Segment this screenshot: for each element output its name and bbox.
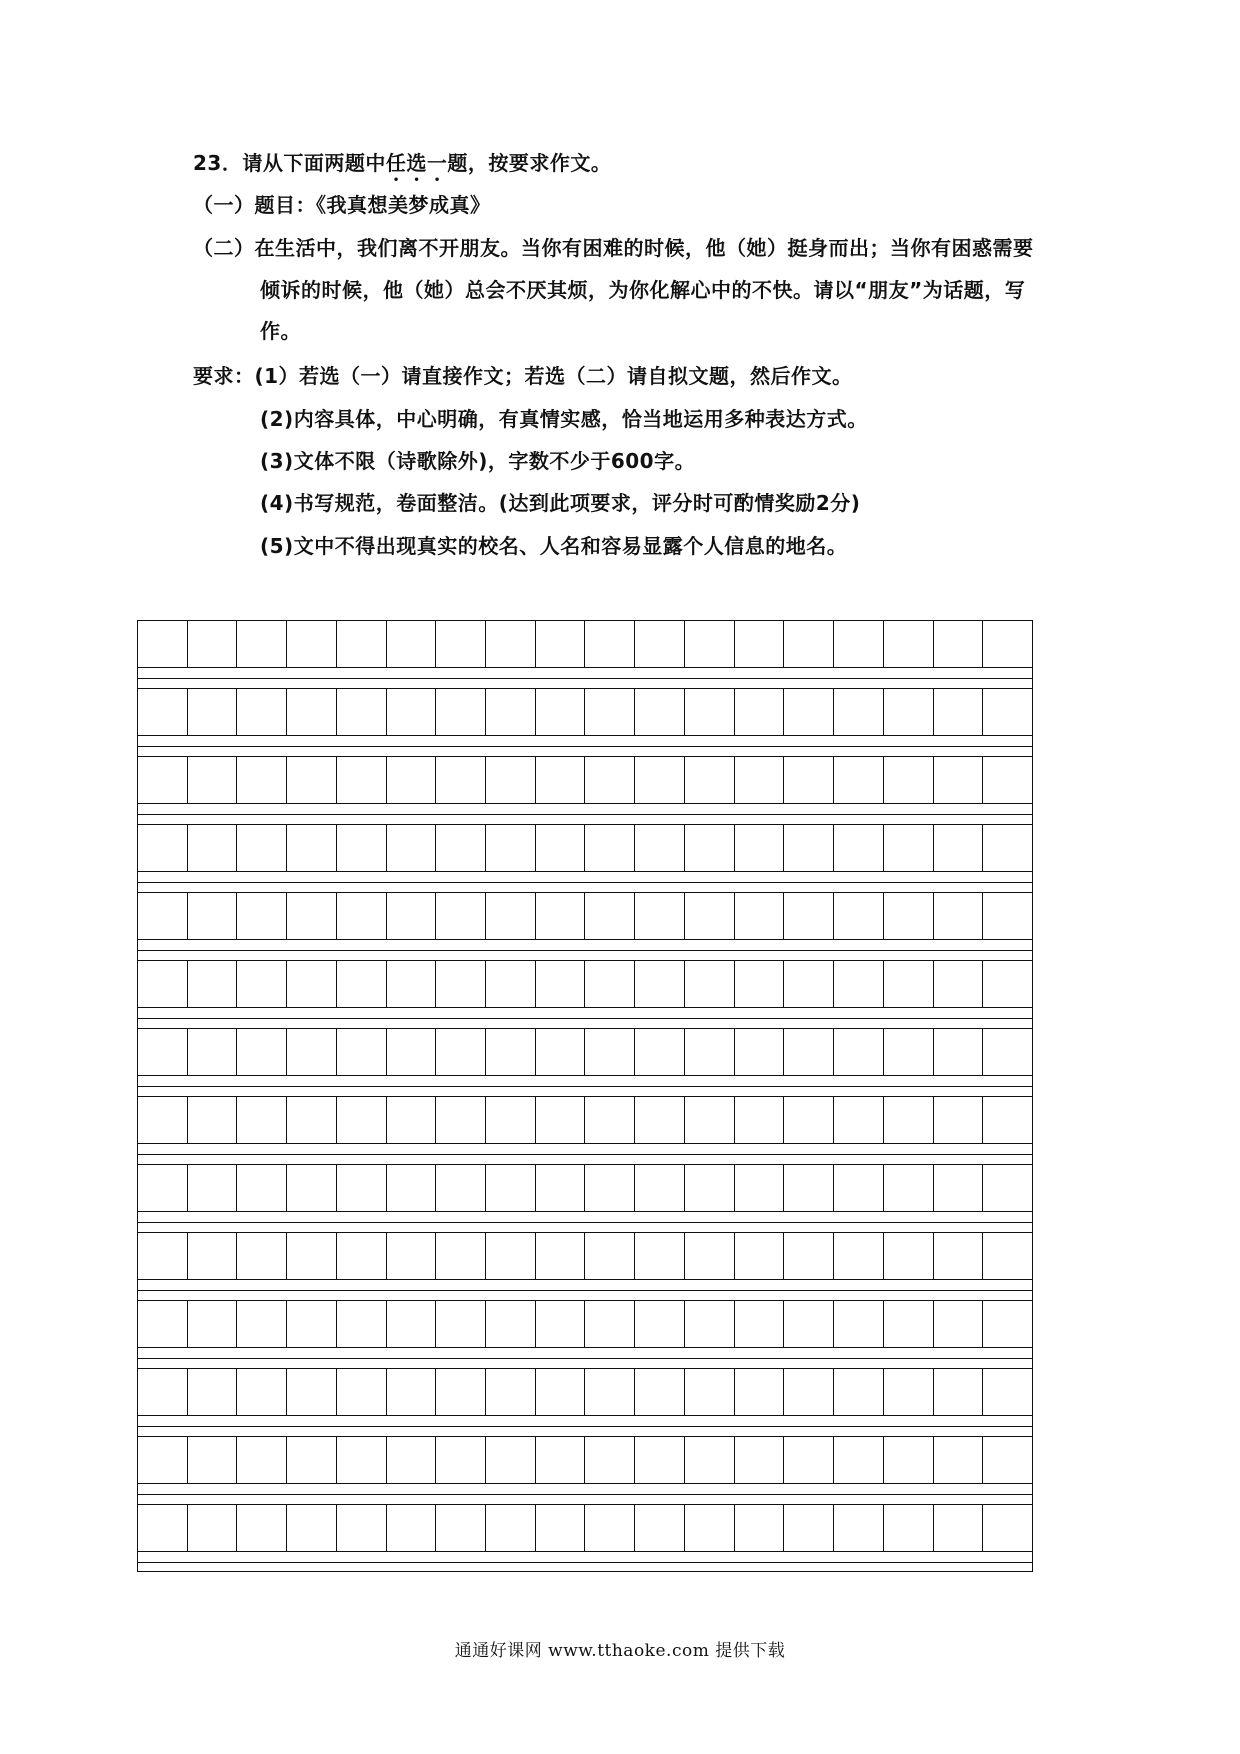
grid-cell xyxy=(735,621,785,667)
grid-cell xyxy=(934,961,984,1007)
grid-row-spacer xyxy=(137,668,1033,688)
grid-cell xyxy=(585,689,635,735)
grid-cell xyxy=(834,1301,884,1347)
grid-row xyxy=(137,1436,1033,1484)
grid-cell xyxy=(188,621,238,667)
grid-cell xyxy=(436,1165,486,1211)
grid-cell xyxy=(834,1029,884,1075)
grid-cell xyxy=(536,1301,586,1347)
grid-cell xyxy=(884,1369,934,1415)
grid-cell xyxy=(237,1029,287,1075)
grid-cell xyxy=(387,757,437,803)
grid-cell xyxy=(237,961,287,1007)
grid-row xyxy=(137,1232,1033,1280)
grid-cell xyxy=(387,1029,437,1075)
grid-cell xyxy=(635,1029,685,1075)
grid-cell xyxy=(287,1301,337,1347)
grid-cell xyxy=(585,1301,635,1347)
grid-cell xyxy=(436,1301,486,1347)
grid-cell xyxy=(387,961,437,1007)
grid-cell xyxy=(685,825,735,871)
grid-cell xyxy=(237,1233,287,1279)
grid-cell xyxy=(486,1301,536,1347)
grid-cell xyxy=(287,757,337,803)
grid-cell xyxy=(934,757,984,803)
grid-cell xyxy=(486,757,536,803)
grid-cell xyxy=(486,825,536,871)
grid-cell xyxy=(287,1233,337,1279)
grid-cell xyxy=(337,621,387,667)
grid-cell xyxy=(436,961,486,1007)
grid-cell xyxy=(685,1233,735,1279)
grid-cell xyxy=(934,1097,984,1143)
grid-cell xyxy=(934,893,984,939)
question-heading xyxy=(193,148,611,186)
grid-cell xyxy=(387,1233,437,1279)
grid-cell xyxy=(237,1369,287,1415)
grid-cell xyxy=(735,1301,785,1347)
grid-cell xyxy=(784,825,834,871)
grid-row-spacer xyxy=(137,1484,1033,1504)
grid-cell xyxy=(585,757,635,803)
grid-row xyxy=(137,1368,1033,1416)
grid-cell xyxy=(188,1301,238,1347)
grid-cell xyxy=(287,1097,337,1143)
grid-cell xyxy=(237,1505,287,1551)
question-heading-part3: 题，按要求作文。 xyxy=(447,151,612,175)
grid-row-spacer xyxy=(137,940,1033,960)
grid-cell xyxy=(685,1165,735,1211)
grid-cell xyxy=(834,1505,884,1551)
grid-cell xyxy=(436,1097,486,1143)
grid-cell xyxy=(237,893,287,939)
grid-cell xyxy=(784,1165,834,1211)
grid-cell xyxy=(436,893,486,939)
grid-cell xyxy=(536,1097,586,1143)
grid-cell xyxy=(287,825,337,871)
grid-cell xyxy=(337,757,387,803)
grid-cell xyxy=(436,1437,486,1483)
grid-cell xyxy=(287,1505,337,1551)
grid-cell xyxy=(387,689,437,735)
grid-row xyxy=(137,1164,1033,1212)
requirement-5: (5)文中不得出现真实的校名、人名和容易显露个人信息的地名。 xyxy=(260,534,848,558)
question-heading-part1: 23．请从下面两题中 xyxy=(193,151,386,175)
grid-cell xyxy=(735,1505,785,1551)
grid-cell xyxy=(934,1233,984,1279)
grid-cell xyxy=(387,1437,437,1483)
grid-cell xyxy=(536,1437,586,1483)
grid-row-spacer xyxy=(137,736,1033,756)
grid-cell xyxy=(884,689,934,735)
grid-cell xyxy=(436,1505,486,1551)
grid-cell xyxy=(983,757,1032,803)
grid-cell xyxy=(884,1505,934,1551)
grid-cell xyxy=(486,1369,536,1415)
grid-cell xyxy=(337,1369,387,1415)
grid-cell xyxy=(486,1505,536,1551)
grid-cell xyxy=(834,1097,884,1143)
grid-cell xyxy=(735,1165,785,1211)
grid-cell xyxy=(934,1505,984,1551)
grid-cell xyxy=(138,893,188,939)
grid-cell xyxy=(735,1233,785,1279)
grid-cell xyxy=(635,1233,685,1279)
grid-cell xyxy=(735,893,785,939)
grid-row-spacer xyxy=(137,1144,1033,1164)
grid-cell xyxy=(237,757,287,803)
grid-cell xyxy=(387,893,437,939)
grid-cell xyxy=(735,689,785,735)
grid-cell xyxy=(138,689,188,735)
grid-cell xyxy=(188,825,238,871)
grid-cell xyxy=(983,1301,1032,1347)
grid-cell xyxy=(784,757,834,803)
grid-cell xyxy=(188,1437,238,1483)
grid-cell xyxy=(536,825,586,871)
grid-cell xyxy=(486,961,536,1007)
grid-cell xyxy=(287,1369,337,1415)
grid-cell xyxy=(585,1233,635,1279)
grid-cell xyxy=(934,1029,984,1075)
grid-cell xyxy=(685,689,735,735)
grid-cell xyxy=(138,1369,188,1415)
grid-cell xyxy=(685,1029,735,1075)
grid-cell xyxy=(934,1165,984,1211)
grid-cell xyxy=(685,1369,735,1415)
grid-cell xyxy=(834,757,884,803)
grid-cell xyxy=(983,1029,1032,1075)
grid-cell xyxy=(585,825,635,871)
grid-cell xyxy=(436,621,486,667)
grid-cell xyxy=(337,1233,387,1279)
grid-cell xyxy=(387,1165,437,1211)
grid-cell xyxy=(536,961,586,1007)
grid-row-spacer xyxy=(137,1552,1033,1572)
grid-cell xyxy=(784,1505,834,1551)
grid-cell xyxy=(387,1301,437,1347)
grid-cell xyxy=(585,1029,635,1075)
grid-cell xyxy=(486,1165,536,1211)
grid-cell xyxy=(287,1437,337,1483)
option-one: （一）题目：《我真想美梦成真》 xyxy=(193,193,491,217)
grid-cell xyxy=(784,621,834,667)
grid-cell xyxy=(983,893,1032,939)
grid-cell xyxy=(536,621,586,667)
grid-cell xyxy=(337,893,387,939)
grid-cell xyxy=(138,1301,188,1347)
grid-cell xyxy=(635,1097,685,1143)
grid-cell xyxy=(784,1301,834,1347)
grid-cell xyxy=(237,1165,287,1211)
grid-cell xyxy=(387,1369,437,1415)
grid-cell xyxy=(138,1437,188,1483)
grid-cell xyxy=(983,1165,1032,1211)
grid-cell xyxy=(884,1029,934,1075)
grid-cell xyxy=(735,1437,785,1483)
grid-cell xyxy=(784,893,834,939)
grid-cell xyxy=(486,1233,536,1279)
grid-cell xyxy=(337,1029,387,1075)
grid-cell xyxy=(884,1437,934,1483)
option-two-line-3: 作。 xyxy=(260,319,301,343)
grid-cell xyxy=(536,1233,586,1279)
grid-cell xyxy=(585,1505,635,1551)
grid-cell xyxy=(685,1505,735,1551)
grid-cell xyxy=(685,1437,735,1483)
grid-row xyxy=(137,1096,1033,1144)
grid-cell xyxy=(337,825,387,871)
grid-cell xyxy=(784,1437,834,1483)
grid-row-spacer xyxy=(137,804,1033,824)
grid-cell xyxy=(536,893,586,939)
grid-row-spacer xyxy=(137,1212,1033,1232)
grid-cell xyxy=(983,689,1032,735)
grid-cell xyxy=(735,757,785,803)
grid-cell xyxy=(735,1029,785,1075)
grid-cell xyxy=(188,1505,238,1551)
grid-cell xyxy=(735,1369,785,1415)
grid-cell xyxy=(287,961,337,1007)
grid-row xyxy=(137,688,1033,736)
grid-cell xyxy=(337,1505,387,1551)
grid-cell xyxy=(983,961,1032,1007)
grid-cell xyxy=(337,1301,387,1347)
grid-cell xyxy=(436,825,486,871)
grid-row-spacer xyxy=(137,1076,1033,1096)
grid-cell xyxy=(834,961,884,1007)
grid-cell xyxy=(784,1369,834,1415)
grid-cell xyxy=(287,1029,337,1075)
grid-cell xyxy=(237,1097,287,1143)
grid-cell xyxy=(884,825,934,871)
grid-cell xyxy=(188,757,238,803)
grid-cell xyxy=(834,1369,884,1415)
grid-cell xyxy=(287,621,337,667)
grid-cell xyxy=(685,893,735,939)
grid-cell xyxy=(834,1233,884,1279)
grid-row-spacer xyxy=(137,1280,1033,1300)
grid-cell xyxy=(983,1437,1032,1483)
grid-cell xyxy=(138,1097,188,1143)
option-two-line-1: （二）在生活中，我们离不开朋友。当你有困难的时候，他（她）挺身而出；当你有困惑需要 xyxy=(193,236,1034,260)
requirement-4: (4)书写规范，卷面整洁。(达到此项要求，评分时可酌情奖励2分) xyxy=(260,491,861,515)
grid-cell xyxy=(635,621,685,667)
grid-cell xyxy=(138,757,188,803)
grid-cell xyxy=(685,757,735,803)
grid-cell xyxy=(536,689,586,735)
grid-cell xyxy=(138,825,188,871)
requirement-2: (2)内容具体，中心明确，有真情实感，恰当地运用多种表达方式。 xyxy=(260,407,868,431)
grid-cell xyxy=(287,689,337,735)
grid-cell xyxy=(934,689,984,735)
grid-cell xyxy=(635,961,685,1007)
grid-cell xyxy=(784,689,834,735)
grid-cell xyxy=(536,1165,586,1211)
grid-cell xyxy=(188,1029,238,1075)
grid-cell xyxy=(784,1233,834,1279)
grid-cell xyxy=(536,1029,586,1075)
grid-cell xyxy=(486,689,536,735)
grid-cell xyxy=(635,1369,685,1415)
grid-cell xyxy=(834,621,884,667)
grid-cell xyxy=(585,1165,635,1211)
grid-row-spacer xyxy=(137,1416,1033,1436)
grid-cell xyxy=(934,621,984,667)
grid-cell xyxy=(486,893,536,939)
grid-cell xyxy=(934,825,984,871)
grid-cell xyxy=(635,1165,685,1211)
grid-cell xyxy=(585,1437,635,1483)
grid-cell xyxy=(983,1233,1032,1279)
grid-row xyxy=(137,960,1033,1008)
grid-cell xyxy=(735,1097,785,1143)
grid-cell xyxy=(884,621,934,667)
grid-row xyxy=(137,1504,1033,1552)
grid-cell xyxy=(138,1029,188,1075)
grid-cell xyxy=(436,1233,486,1279)
grid-row xyxy=(137,756,1033,804)
requirement-1: 要求：(1）若选（一）请直接作文；若选（二）请自拟文题，然后作文。 xyxy=(193,364,853,388)
grid-cell xyxy=(585,1369,635,1415)
grid-cell xyxy=(884,1165,934,1211)
grid-cell xyxy=(387,621,437,667)
grid-cell xyxy=(287,1165,337,1211)
grid-cell xyxy=(337,1097,387,1143)
grid-row-spacer xyxy=(137,872,1033,892)
grid-row xyxy=(137,892,1033,940)
grid-row xyxy=(137,1028,1033,1076)
grid-cell xyxy=(188,1233,238,1279)
grid-cell xyxy=(188,893,238,939)
grid-cell xyxy=(436,689,486,735)
composition-grid xyxy=(137,620,1033,1572)
grid-cell xyxy=(337,961,387,1007)
grid-cell xyxy=(237,621,287,667)
grid-cell xyxy=(237,1301,287,1347)
grid-cell xyxy=(983,1097,1032,1143)
grid-cell xyxy=(337,1165,387,1211)
grid-cell xyxy=(585,621,635,667)
grid-cell xyxy=(585,893,635,939)
grid-cell xyxy=(884,757,934,803)
option-two-line-2: 倾诉的时候，他（她）总会不厌其烦，为你化解心中的不快。请以“朋友”为话题，写 xyxy=(260,278,1026,302)
grid-cell xyxy=(486,1097,536,1143)
grid-cell xyxy=(735,825,785,871)
grid-cell xyxy=(436,1369,486,1415)
grid-cell xyxy=(436,757,486,803)
grid-cell xyxy=(784,1097,834,1143)
grid-cell xyxy=(237,1437,287,1483)
grid-cell xyxy=(685,961,735,1007)
grid-cell xyxy=(486,1437,536,1483)
question-heading-emphasis: 任选一 xyxy=(385,151,448,175)
grid-cell xyxy=(934,1369,984,1415)
grid-cell xyxy=(983,825,1032,871)
grid-cell xyxy=(188,1165,238,1211)
grid-cell xyxy=(188,1369,238,1415)
grid-cell xyxy=(188,689,238,735)
grid-cell xyxy=(635,825,685,871)
grid-cell xyxy=(337,689,387,735)
grid-cell xyxy=(884,961,934,1007)
grid-cell xyxy=(635,1301,685,1347)
grid-cell xyxy=(237,825,287,871)
grid-cell xyxy=(585,961,635,1007)
grid-cell xyxy=(188,961,238,1007)
grid-cell xyxy=(635,689,685,735)
grid-cell xyxy=(834,893,884,939)
grid-cell xyxy=(983,1369,1032,1415)
grid-cell xyxy=(138,961,188,1007)
grid-cell xyxy=(934,1301,984,1347)
grid-cell xyxy=(436,1029,486,1075)
footer-source: 通通好课网 www.tthaoke.com 提供下载 xyxy=(454,1641,786,1661)
grid-cell xyxy=(635,757,685,803)
grid-cell xyxy=(635,893,685,939)
grid-cell xyxy=(685,621,735,667)
grid-cell xyxy=(983,1505,1032,1551)
grid-cell xyxy=(486,1029,536,1075)
grid-cell xyxy=(536,1505,586,1551)
grid-cell xyxy=(934,1437,984,1483)
grid-cell xyxy=(387,825,437,871)
grid-cell xyxy=(237,689,287,735)
grid-cell xyxy=(387,1505,437,1551)
grid-row xyxy=(137,620,1033,668)
grid-cell xyxy=(735,961,785,1007)
grid-cell xyxy=(287,893,337,939)
requirement-3: (3)文体不限（诗歌除外)，字数不少于600字。 xyxy=(260,449,696,473)
grid-cell xyxy=(138,621,188,667)
grid-cell xyxy=(834,1437,884,1483)
grid-cell xyxy=(138,1233,188,1279)
grid-cell xyxy=(585,1097,635,1143)
grid-cell xyxy=(138,1505,188,1551)
grid-cell xyxy=(884,893,934,939)
grid-cell xyxy=(536,757,586,803)
grid-cell xyxy=(983,621,1032,667)
grid-cell xyxy=(884,1301,934,1347)
grid-cell xyxy=(188,1097,238,1143)
grid-row xyxy=(137,824,1033,872)
grid-cell xyxy=(685,1301,735,1347)
grid-cell xyxy=(834,825,884,871)
grid-cell xyxy=(635,1437,685,1483)
grid-cell xyxy=(884,1233,934,1279)
grid-cell xyxy=(834,689,884,735)
grid-cell xyxy=(685,1097,735,1143)
grid-cell xyxy=(784,961,834,1007)
grid-cell xyxy=(387,1097,437,1143)
grid-row-spacer xyxy=(137,1008,1033,1028)
grid-cell xyxy=(536,1369,586,1415)
grid-cell xyxy=(784,1029,834,1075)
grid-cell xyxy=(138,1165,188,1211)
grid-cell xyxy=(884,1097,934,1143)
grid-row-spacer xyxy=(137,1348,1033,1368)
grid-cell xyxy=(635,1505,685,1551)
grid-cell xyxy=(486,621,536,667)
grid-row xyxy=(137,1300,1033,1348)
grid-cell xyxy=(337,1437,387,1483)
grid-cell xyxy=(834,1165,884,1211)
